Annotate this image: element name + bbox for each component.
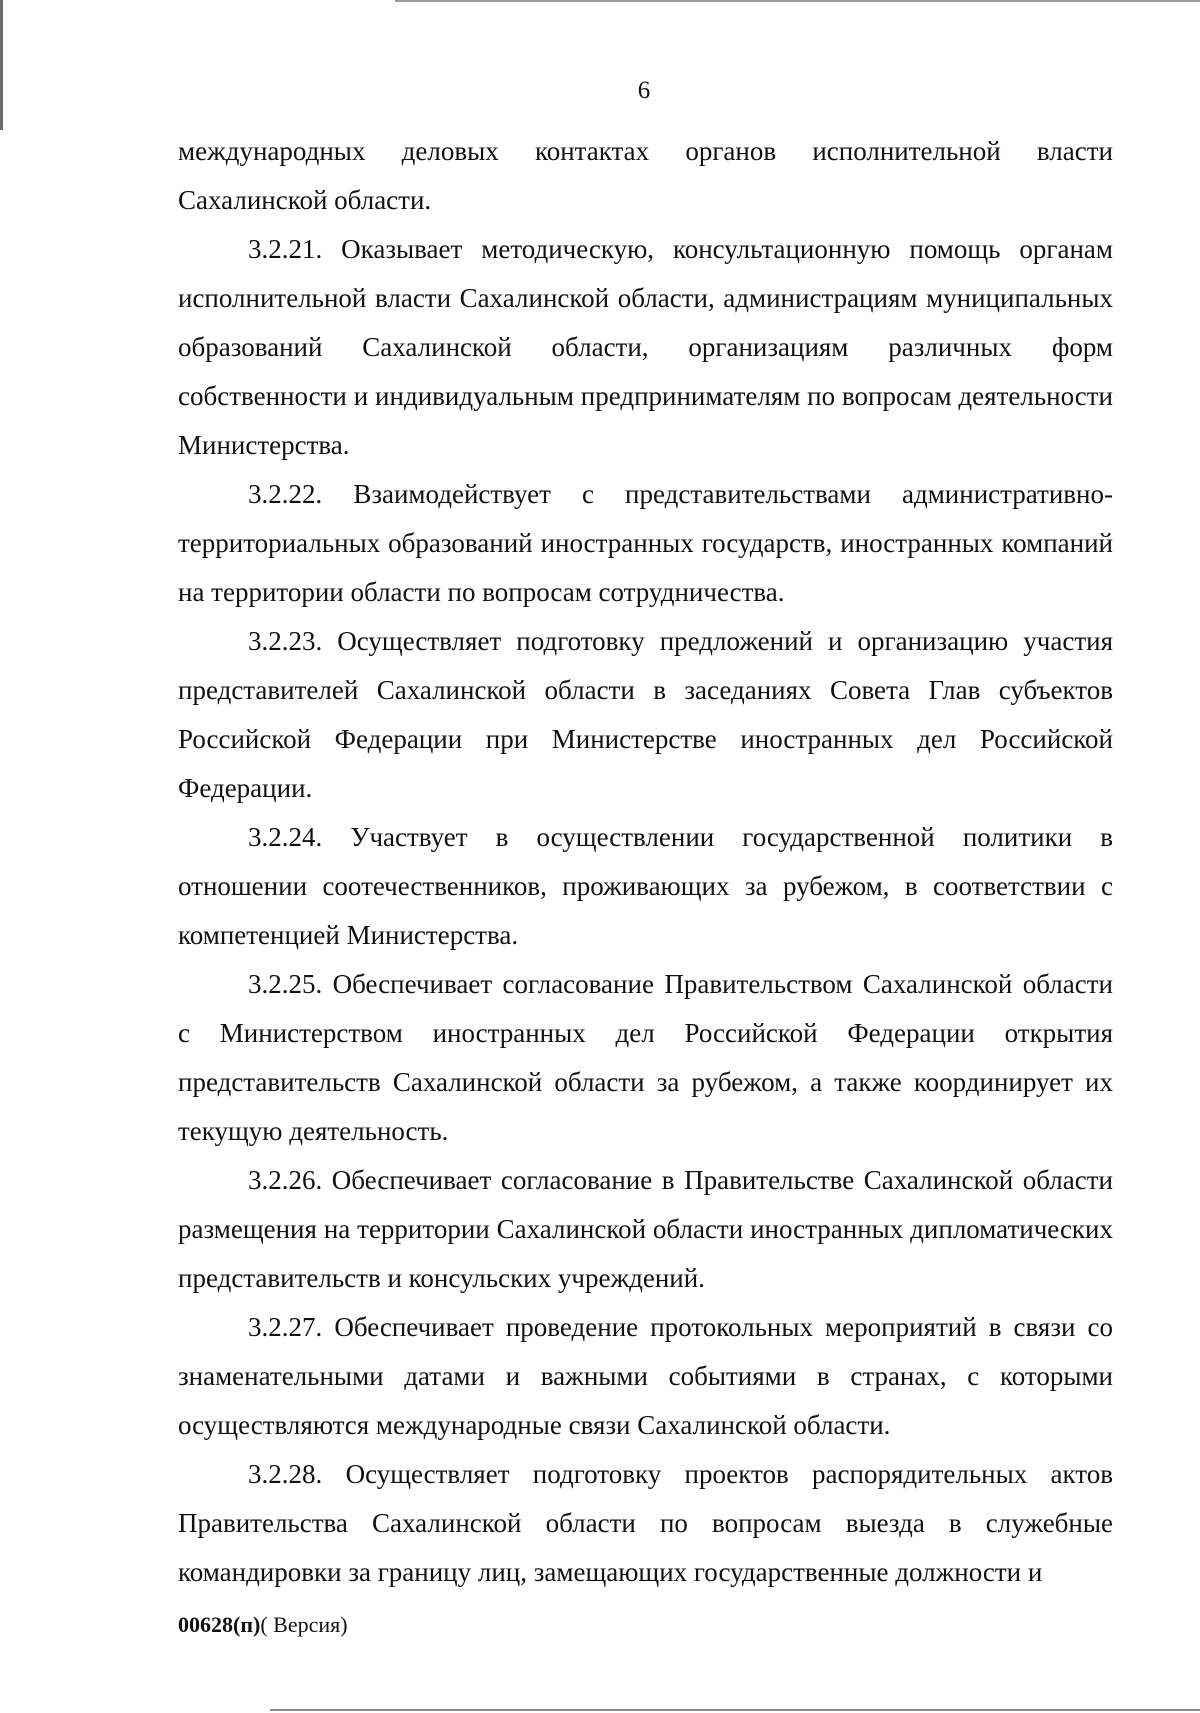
scan-edge-top (395, 0, 1200, 2)
paragraph: 3.2.27. Обеспечивает проведение протокольных мероприятий в связи со знаменательными датами и важными событиями в странах, с которыми осуществляются международные связи Сахалинской области. (178, 1312, 1113, 1440)
paragraph: международных деловых контактах органов исполнительной власти Сахалинской области. (178, 136, 1113, 215)
paragraph: 3.2.26. Обеспечивает согласование в Правительстве Сахалинской области размещения на территории Сахалинской области иностранных дипломатических представительств и консульских учреждений. (178, 1165, 1113, 1293)
scan-edge-bottom (270, 1709, 1200, 1711)
paragraph: 3.2.25. Обеспечивает согласование Правительством Сахалинской области с Министерством иностранных дел Российской Федерации открытия представительств Сахалинской области за рубежом, а также координирует их текущую деятельность. (178, 969, 1113, 1146)
paragraph: 3.2.24. Участвует в осуществлении государственной политики в отношении соотечественников, проживающих за рубежом, в соответствии с компетенцией Министерства. (178, 822, 1113, 950)
document-footer (178, 1610, 348, 1640)
paragraph: 3.2.22. Взаимодействует с представительствами административно-территориальных образований иностранных государств, иностранных компаний на территории области по вопросам сотрудничества. (178, 479, 1113, 607)
paragraph: 3.2.23. Осуществляет подготовку предложений и организацию участия представителей Сахалинской области в заседаниях Совета Глав субъектов Российской Федерации при Министерстве иностранных дел Российской Федерации. (178, 626, 1113, 803)
version-label: ( Версия) (260, 1612, 348, 1637)
paragraph: 3.2.28. Осуществляет подготовку проектов распорядительных актов Правительства Сахалинской области по вопросам выезда в служебные командировки за границу лиц, замещающих государственные должности и (178, 1459, 1113, 1587)
document-body (178, 127, 1113, 1597)
page-number: 6 (637, 77, 651, 104)
scan-edge-left (0, 0, 3, 130)
document-code: 00628(п) (178, 1612, 261, 1637)
paragraph: 3.2.21. Оказывает методическую, консультационную помощь органам исполнительной власти Сахалинской области, администрациям муниципальных образований Сахалинской области, организациям различных форм собственности и индивидуальным предпринимателям по вопросам деятельности Министерства. (178, 234, 1113, 460)
